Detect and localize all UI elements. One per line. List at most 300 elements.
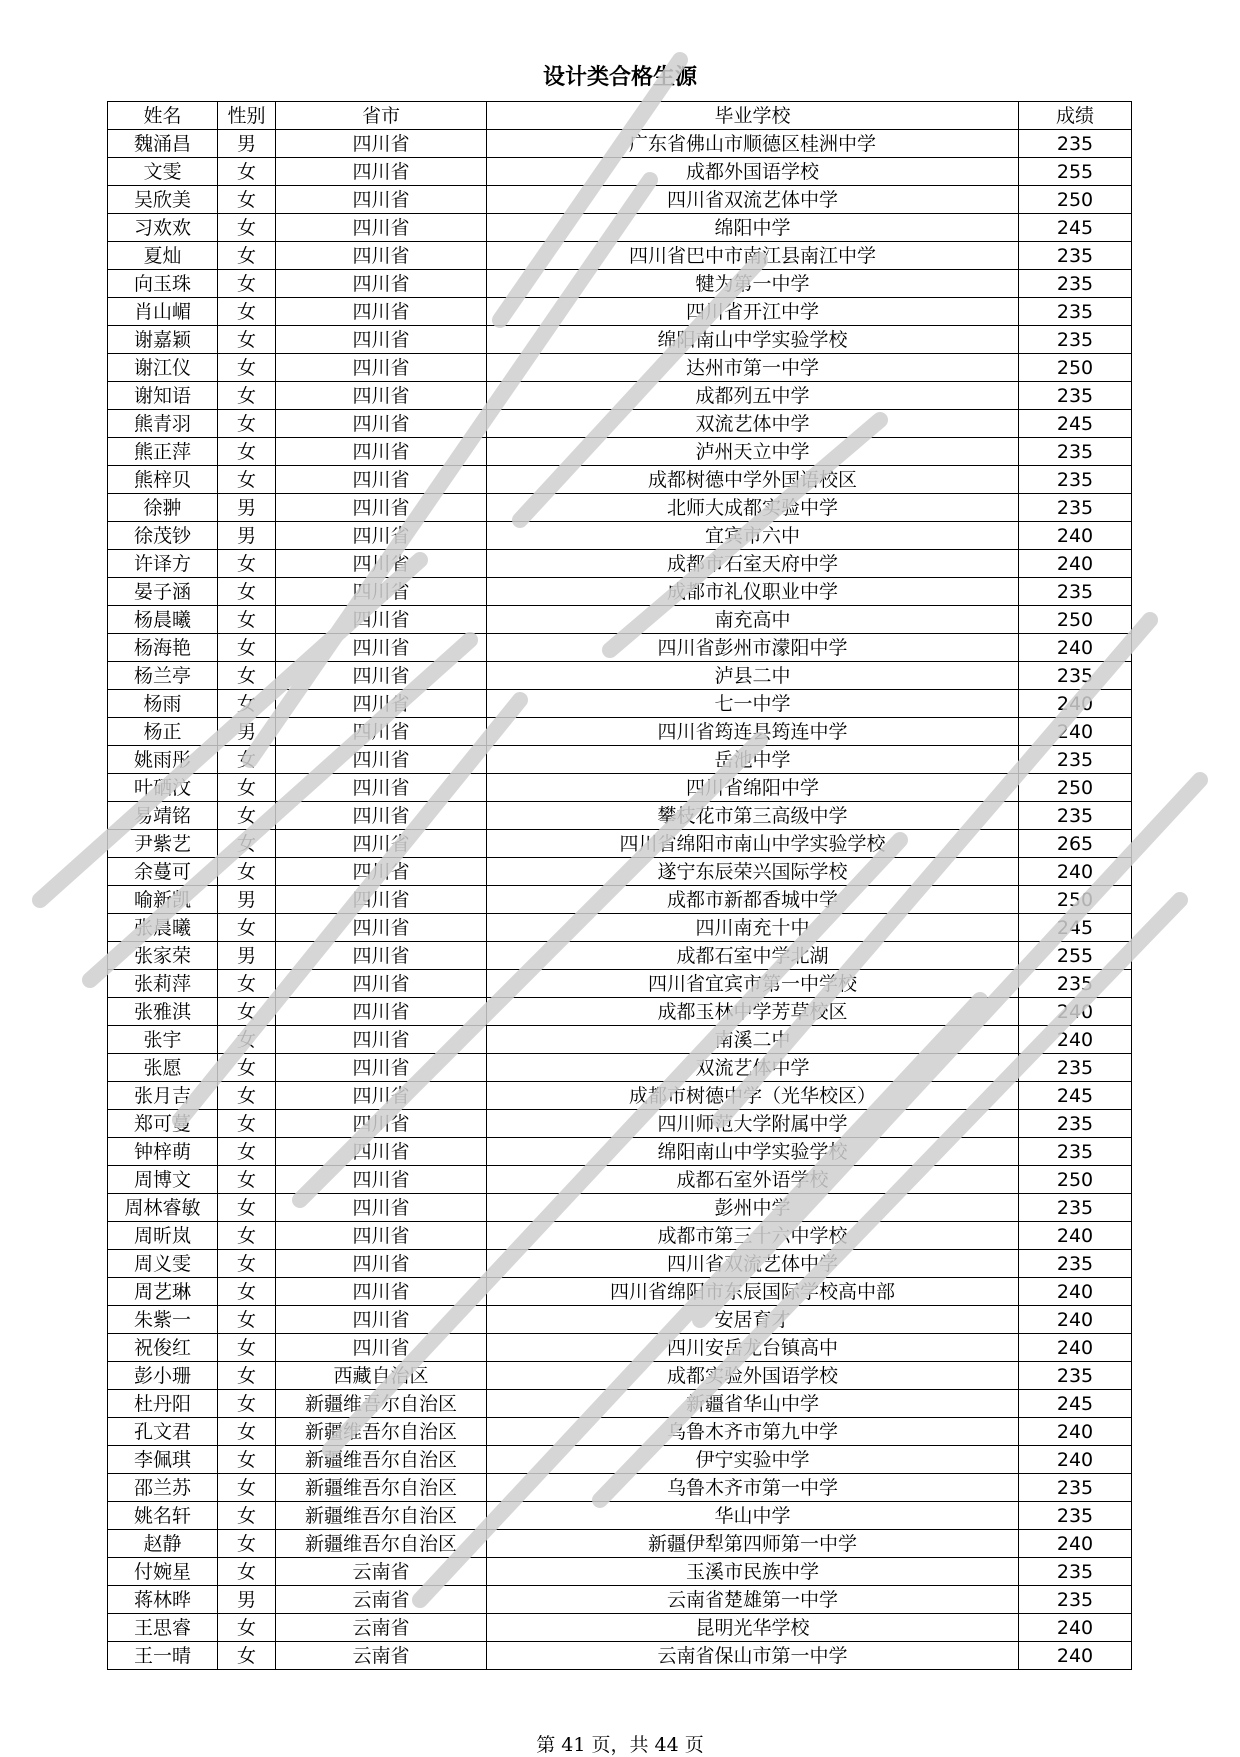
table-header-row	[108, 102, 1132, 130]
cell-province: 四川省	[276, 270, 487, 298]
table-row	[108, 242, 1132, 270]
cell-school: 泸州天立中学	[487, 438, 1019, 466]
cell-school: 成都市树德中学（光华校区）	[487, 1082, 1019, 1110]
cell-name: 杨正	[108, 718, 218, 746]
roster-table	[107, 101, 1132, 1670]
cell-score: 255	[1019, 942, 1132, 970]
cell-name: 魏涌昌	[108, 130, 218, 158]
cell-gender: 女	[218, 1278, 276, 1306]
cell-province: 四川省	[276, 214, 487, 242]
cell-name: 周博文	[108, 1166, 218, 1194]
cell-school: 四川师范大学附属中学	[487, 1110, 1019, 1138]
cell-gender: 女	[218, 914, 276, 942]
table-row	[108, 1026, 1132, 1054]
cell-province: 四川省	[276, 718, 487, 746]
table-row	[108, 1194, 1132, 1222]
cell-score: 235	[1019, 1558, 1132, 1586]
table-row	[108, 1502, 1132, 1530]
cell-province: 四川省	[276, 970, 487, 998]
cell-school: 双流艺体中学	[487, 410, 1019, 438]
cell-school: 成都实验外国语学校	[487, 1362, 1019, 1390]
cell-province: 四川省	[276, 522, 487, 550]
cell-score: 235	[1019, 466, 1132, 494]
cell-school: 岳池中学	[487, 746, 1019, 774]
page-title: 设计类合格生源	[542, 65, 697, 90]
table-row	[108, 1334, 1132, 1362]
cell-name: 张晨曦	[108, 914, 218, 942]
cell-score: 235	[1019, 662, 1132, 690]
col-header-province: 省市	[276, 102, 487, 130]
cell-score: 245	[1019, 1082, 1132, 1110]
cell-name: 熊青羽	[108, 410, 218, 438]
cell-school: 成都树德中学外国语校区	[487, 466, 1019, 494]
cell-province: 四川省	[276, 830, 487, 858]
cell-gender: 女	[218, 1250, 276, 1278]
cell-gender: 女	[218, 998, 276, 1026]
cell-gender: 女	[218, 438, 276, 466]
cell-school: 四川省宜宾市第一中学校	[487, 970, 1019, 998]
cell-school: 遂宁东辰荣兴国际学校	[487, 858, 1019, 886]
cell-score: 240	[1019, 1334, 1132, 1362]
cell-gender: 女	[218, 326, 276, 354]
cell-score: 240	[1019, 998, 1132, 1026]
cell-name: 周义雯	[108, 1250, 218, 1278]
cell-score: 240	[1019, 858, 1132, 886]
cell-province: 四川省	[276, 438, 487, 466]
cell-school: 成都外国语学校	[487, 158, 1019, 186]
cell-score: 250	[1019, 774, 1132, 802]
cell-score: 235	[1019, 1586, 1132, 1614]
cell-score: 240	[1019, 550, 1132, 578]
cell-name: 蒋林晔	[108, 1586, 218, 1614]
cell-school: 伊宁实验中学	[487, 1446, 1019, 1474]
table-row	[108, 746, 1132, 774]
cell-school: 新疆伊犁第四师第一中学	[487, 1530, 1019, 1558]
cell-name: 向玉珠	[108, 270, 218, 298]
table-body	[108, 130, 1132, 1670]
cell-gender: 女	[218, 606, 276, 634]
cell-score: 235	[1019, 1474, 1132, 1502]
table-row	[108, 942, 1132, 970]
cell-score: 240	[1019, 690, 1132, 718]
cell-score: 250	[1019, 354, 1132, 382]
table-row	[108, 438, 1132, 466]
cell-score: 235	[1019, 1054, 1132, 1082]
table-row	[108, 1614, 1132, 1642]
cell-score: 235	[1019, 802, 1132, 830]
cell-gender: 女	[218, 1166, 276, 1194]
cell-gender: 女	[218, 970, 276, 998]
cell-score: 235	[1019, 242, 1132, 270]
cell-school: 四川省巴中市南江县南江中学	[487, 242, 1019, 270]
cell-province: 新疆维吾尔自治区	[276, 1502, 487, 1530]
cell-province: 四川省	[276, 998, 487, 1026]
table-row	[108, 998, 1132, 1026]
table-row	[108, 158, 1132, 186]
cell-gender: 男	[218, 522, 276, 550]
cell-school: 四川省筠连县筠连中学	[487, 718, 1019, 746]
cell-name: 杨兰亭	[108, 662, 218, 690]
cell-gender: 女	[218, 634, 276, 662]
cell-gender: 女	[218, 578, 276, 606]
cell-name: 谢江仪	[108, 354, 218, 382]
table-row	[108, 970, 1132, 998]
cell-name: 姚雨彤	[108, 746, 218, 774]
cell-gender: 女	[218, 1194, 276, 1222]
cell-name: 邵兰苏	[108, 1474, 218, 1502]
cell-school: 泸县二中	[487, 662, 1019, 690]
cell-school: 成都石室外语学校	[487, 1166, 1019, 1194]
cell-name: 姚名轩	[108, 1502, 218, 1530]
table-row	[108, 270, 1132, 298]
cell-score: 240	[1019, 634, 1132, 662]
table-row	[108, 466, 1132, 494]
cell-score: 240	[1019, 1642, 1132, 1670]
table-row	[108, 1474, 1132, 1502]
cell-score: 265	[1019, 830, 1132, 858]
table-row	[108, 298, 1132, 326]
cell-score: 235	[1019, 1138, 1132, 1166]
cell-score: 240	[1019, 1418, 1132, 1446]
table-row	[108, 382, 1132, 410]
cell-name: 徐翀	[108, 494, 218, 522]
cell-province: 四川省	[276, 158, 487, 186]
cell-name: 习欢欢	[108, 214, 218, 242]
cell-gender: 女	[218, 1222, 276, 1250]
cell-province: 四川省	[276, 1138, 487, 1166]
cell-gender: 男	[218, 130, 276, 158]
cell-province: 四川省	[276, 242, 487, 270]
cell-name: 朱紫一	[108, 1306, 218, 1334]
table-row	[108, 1250, 1132, 1278]
cell-gender: 男	[218, 494, 276, 522]
cell-gender: 女	[218, 1026, 276, 1054]
cell-gender: 女	[218, 270, 276, 298]
col-header-gender: 性别	[218, 102, 276, 130]
cell-gender: 女	[218, 1446, 276, 1474]
cell-school: 成都列五中学	[487, 382, 1019, 410]
cell-gender: 男	[218, 886, 276, 914]
cell-province: 四川省	[276, 774, 487, 802]
cell-school: 昆明光华学校	[487, 1614, 1019, 1642]
cell-score: 240	[1019, 1306, 1132, 1334]
cell-gender: 男	[218, 942, 276, 970]
cell-province: 四川省	[276, 466, 487, 494]
table-row	[108, 354, 1132, 382]
cell-school: 成都市新都香城中学	[487, 886, 1019, 914]
cell-school: 四川省双流艺体中学	[487, 1250, 1019, 1278]
cell-school: 南溪二中	[487, 1026, 1019, 1054]
cell-name: 王思睿	[108, 1614, 218, 1642]
cell-school: 成都市第三十六中学校	[487, 1222, 1019, 1250]
table-row	[108, 858, 1132, 886]
cell-school: 玉溪市民族中学	[487, 1558, 1019, 1586]
cell-score: 235	[1019, 298, 1132, 326]
cell-name: 赵静	[108, 1530, 218, 1558]
cell-province: 四川省	[276, 662, 487, 690]
cell-gender: 女	[218, 1614, 276, 1642]
cell-name: 杨雨	[108, 690, 218, 718]
cell-name: 孔文君	[108, 1418, 218, 1446]
page-number: 第 41 页，共 44 页	[536, 1734, 704, 1756]
cell-name: 郑可蔓	[108, 1110, 218, 1138]
table-row	[108, 1418, 1132, 1446]
cell-gender: 女	[218, 858, 276, 886]
cell-province: 新疆维吾尔自治区	[276, 1418, 487, 1446]
cell-gender: 女	[218, 1642, 276, 1670]
table-row	[108, 634, 1132, 662]
cell-province: 云南省	[276, 1642, 487, 1670]
cell-gender: 女	[218, 662, 276, 690]
cell-province: 云南省	[276, 1558, 487, 1586]
col-header-school: 毕业学校	[487, 102, 1019, 130]
cell-gender: 男	[218, 718, 276, 746]
cell-gender: 女	[218, 802, 276, 830]
cell-gender: 女	[218, 382, 276, 410]
cell-gender: 女	[218, 1138, 276, 1166]
cell-gender: 女	[218, 774, 276, 802]
cell-name: 文雯	[108, 158, 218, 186]
cell-score: 255	[1019, 158, 1132, 186]
cell-province: 四川省	[276, 606, 487, 634]
cell-name: 余蔓可	[108, 858, 218, 886]
cell-gender: 女	[218, 354, 276, 382]
cell-province: 四川省	[276, 858, 487, 886]
cell-score: 250	[1019, 606, 1132, 634]
cell-school: 乌鲁木齐市第九中学	[487, 1418, 1019, 1446]
cell-name: 肖山嵋	[108, 298, 218, 326]
cell-gender: 女	[218, 550, 276, 578]
col-header-score: 成绩	[1019, 102, 1132, 130]
cell-school: 四川省绵阳市南山中学实验学校	[487, 830, 1019, 858]
cell-school: 四川省绵阳市东辰国际学校高中部	[487, 1278, 1019, 1306]
cell-name: 祝俊红	[108, 1334, 218, 1362]
cell-name: 张雅淇	[108, 998, 218, 1026]
cell-school: 双流艺体中学	[487, 1054, 1019, 1082]
cell-province: 新疆维吾尔自治区	[276, 1530, 487, 1558]
cell-score: 240	[1019, 1278, 1132, 1306]
cell-score: 240	[1019, 718, 1132, 746]
cell-province: 四川省	[276, 494, 487, 522]
cell-school: 达州市第一中学	[487, 354, 1019, 382]
cell-province: 四川省	[276, 186, 487, 214]
cell-province: 西藏自治区	[276, 1362, 487, 1390]
cell-gender: 女	[218, 242, 276, 270]
cell-province: 四川省	[276, 914, 487, 942]
cell-name: 夏灿	[108, 242, 218, 270]
cell-school: 四川省绵阳中学	[487, 774, 1019, 802]
table-row	[108, 1530, 1132, 1558]
cell-province: 四川省	[276, 1222, 487, 1250]
cell-score: 235	[1019, 382, 1132, 410]
cell-score: 250	[1019, 186, 1132, 214]
cell-name: 周艺琳	[108, 1278, 218, 1306]
cell-score: 240	[1019, 1530, 1132, 1558]
cell-name: 杨海艳	[108, 634, 218, 662]
cell-gender: 女	[218, 1558, 276, 1586]
cell-province: 四川省	[276, 1082, 487, 1110]
cell-province: 四川省	[276, 354, 487, 382]
cell-gender: 女	[218, 298, 276, 326]
cell-gender: 女	[218, 1334, 276, 1362]
cell-name: 徐茂钞	[108, 522, 218, 550]
cell-province: 四川省	[276, 326, 487, 354]
cell-province: 四川省	[276, 886, 487, 914]
cell-gender: 女	[218, 466, 276, 494]
table-row	[108, 214, 1132, 242]
cell-name: 张宇	[108, 1026, 218, 1054]
cell-school: 四川省开江中学	[487, 298, 1019, 326]
table-row	[108, 494, 1132, 522]
cell-name: 张家荣	[108, 942, 218, 970]
cell-school: 成都玉林中学芳草校区	[487, 998, 1019, 1026]
cell-province: 四川省	[276, 578, 487, 606]
cell-name: 张月吉	[108, 1082, 218, 1110]
cell-school: 南充高中	[487, 606, 1019, 634]
cell-school: 绵阳南山中学实验学校	[487, 326, 1019, 354]
cell-province: 四川省	[276, 550, 487, 578]
table-row	[108, 662, 1132, 690]
table-row	[108, 1278, 1132, 1306]
table-row	[108, 1054, 1132, 1082]
cell-score: 235	[1019, 1194, 1132, 1222]
cell-gender: 女	[218, 158, 276, 186]
table-row	[108, 578, 1132, 606]
cell-name: 杜丹阳	[108, 1390, 218, 1418]
cell-score: 235	[1019, 1110, 1132, 1138]
table-row	[108, 1222, 1132, 1250]
table-row	[108, 1446, 1132, 1474]
cell-name: 叶硒汶	[108, 774, 218, 802]
cell-gender: 女	[218, 1306, 276, 1334]
cell-province: 四川省	[276, 382, 487, 410]
cell-province: 新疆维吾尔自治区	[276, 1474, 487, 1502]
cell-name: 喻新凯	[108, 886, 218, 914]
cell-school: 彭州中学	[487, 1194, 1019, 1222]
cell-score: 240	[1019, 1026, 1132, 1054]
table-row	[108, 774, 1132, 802]
cell-school: 成都市礼仪职业中学	[487, 578, 1019, 606]
cell-score: 240	[1019, 1614, 1132, 1642]
cell-name: 熊梓贝	[108, 466, 218, 494]
table-row	[108, 1558, 1132, 1586]
cell-gender: 女	[218, 214, 276, 242]
cell-score: 235	[1019, 326, 1132, 354]
cell-province: 四川省	[276, 298, 487, 326]
cell-score: 235	[1019, 438, 1132, 466]
cell-gender: 女	[218, 1474, 276, 1502]
cell-school: 绵阳南山中学实验学校	[487, 1138, 1019, 1166]
cell-school: 乌鲁木齐市第一中学	[487, 1474, 1019, 1502]
cell-gender: 女	[218, 1418, 276, 1446]
table-row	[108, 914, 1132, 942]
table-row	[108, 606, 1132, 634]
cell-school: 四川省双流艺体中学	[487, 186, 1019, 214]
cell-score: 235	[1019, 270, 1132, 298]
cell-province: 四川省	[276, 1306, 487, 1334]
cell-school: 宜宾市六中	[487, 522, 1019, 550]
cell-gender: 女	[218, 1502, 276, 1530]
cell-school: 安居育才	[487, 1306, 1019, 1334]
cell-name: 谢嘉颖	[108, 326, 218, 354]
table-row	[108, 1362, 1132, 1390]
table-row	[108, 1110, 1132, 1138]
cell-score: 235	[1019, 1362, 1132, 1390]
cell-gender: 女	[218, 690, 276, 718]
cell-province: 云南省	[276, 1614, 487, 1642]
cell-gender: 女	[218, 1110, 276, 1138]
cell-gender: 女	[218, 1362, 276, 1390]
table-row	[108, 522, 1132, 550]
cell-name: 周林睿敏	[108, 1194, 218, 1222]
cell-province: 四川省	[276, 1026, 487, 1054]
table-row	[108, 410, 1132, 438]
cell-name: 钟梓萌	[108, 1138, 218, 1166]
cell-score: 250	[1019, 886, 1132, 914]
cell-name: 谢知语	[108, 382, 218, 410]
cell-name: 尹紫艺	[108, 830, 218, 858]
cell-school: 成都石室中学北湖	[487, 942, 1019, 970]
cell-province: 四川省	[276, 746, 487, 774]
cell-score: 235	[1019, 746, 1132, 774]
cell-name: 周昕岚	[108, 1222, 218, 1250]
cell-name: 张愿	[108, 1054, 218, 1082]
cell-province: 四川省	[276, 410, 487, 438]
cell-school: 七一中学	[487, 690, 1019, 718]
cell-school: 华山中学	[487, 1502, 1019, 1530]
table-row	[108, 326, 1132, 354]
table-row	[108, 1390, 1132, 1418]
table-row	[108, 886, 1132, 914]
cell-name: 彭小珊	[108, 1362, 218, 1390]
cell-province: 四川省	[276, 634, 487, 662]
cell-school: 新疆省华山中学	[487, 1390, 1019, 1418]
cell-school: 四川省彭州市濛阳中学	[487, 634, 1019, 662]
cell-score: 240	[1019, 522, 1132, 550]
table-row	[108, 830, 1132, 858]
cell-gender: 女	[218, 410, 276, 438]
cell-province: 四川省	[276, 1166, 487, 1194]
cell-name: 王一晴	[108, 1642, 218, 1670]
cell-gender: 女	[218, 746, 276, 774]
cell-name: 付婉星	[108, 1558, 218, 1586]
cell-score: 245	[1019, 1390, 1132, 1418]
cell-gender: 女	[218, 1390, 276, 1418]
cell-school: 犍为第一中学	[487, 270, 1019, 298]
cell-school: 北师大成都实验中学	[487, 494, 1019, 522]
cell-gender: 女	[218, 1054, 276, 1082]
table-row	[108, 1642, 1132, 1670]
cell-score: 235	[1019, 1502, 1132, 1530]
cell-score: 245	[1019, 410, 1132, 438]
table-row	[108, 802, 1132, 830]
cell-name: 易靖铭	[108, 802, 218, 830]
cell-score: 235	[1019, 1250, 1132, 1278]
cell-school: 四川安岳龙台镇高中	[487, 1334, 1019, 1362]
cell-gender: 女	[218, 830, 276, 858]
table-row	[108, 718, 1132, 746]
table-row	[108, 1166, 1132, 1194]
cell-name: 晏子涵	[108, 578, 218, 606]
cell-name: 吴欣美	[108, 186, 218, 214]
cell-school: 广东省佛山市顺德区桂洲中学	[487, 130, 1019, 158]
cell-school: 绵阳中学	[487, 214, 1019, 242]
cell-gender: 女	[218, 1082, 276, 1110]
cell-school: 云南省楚雄第一中学	[487, 1586, 1019, 1614]
cell-school: 云南省保山市第一中学	[487, 1642, 1019, 1670]
cell-province: 四川省	[276, 1194, 487, 1222]
table-row	[108, 1306, 1132, 1334]
